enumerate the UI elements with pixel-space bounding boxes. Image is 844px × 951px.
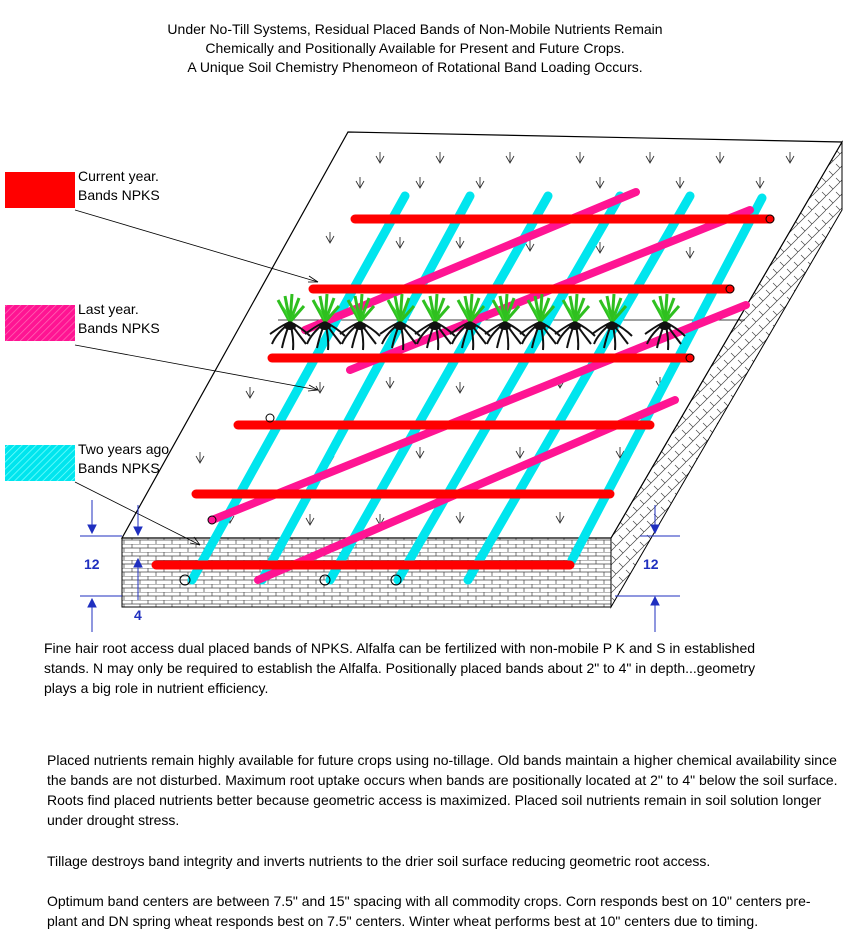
legend-last-line1: Last year. (78, 301, 139, 317)
paragraph-tillage: Tillage destroys band integrity and inverts nutrients to the drier soil surface reducing geometric root access. (47, 853, 711, 869)
title-line-3: A Unique Soil Chemistry Phenomeon of Rotational Band Loading Occurs. (187, 59, 643, 75)
legend-current-line2: Bands NPKS (78, 187, 160, 203)
legend-two-years-line2: Bands NPKS (78, 460, 160, 476)
legend-swatch-last (5, 305, 75, 341)
title-line-2: Chemically and Positionally Available for Present and Future Crops. (205, 40, 625, 56)
legend-swatch-two-years (5, 445, 75, 481)
legend-current-line1: Current year. (78, 168, 159, 184)
paragraph-band-centers: Optimum band centers are between 7.5" and 15" spacing with all commodity crops. Corn responds best on 10" centers pre-plant and DN spring wheat responds best on 7.5" centers. Winter wheat performs best at 10" centers due to timing. (47, 893, 811, 929)
diagram-caption: Fine hair root access dual placed bands of NPKS. Alfalfa can be fertilized with non-mobile P K and S in established stands. N may only be required to establish the Alfalfa. Positionally placed bands about 2" to 4" in depth...geometry plays a big role in nutrient efficiency. (44, 640, 756, 696)
legend-last-line2: Bands NPKS (78, 320, 160, 336)
paragraph-no-till: Placed nutrients remain highly available for future crops using no-tillage. Old bands maintain a higher chemical availability since the bands are not disturbed. Maximum root uptake occurs when bands are positionally located at 2" to 4" below the soil surface. Roots find placed nutrients better because geometric access is maximized. Placed soil nutrients remain in soil solution longer under drought stress. (47, 752, 838, 828)
legend-last (78, 300, 160, 338)
band-depth-label: 4 (134, 607, 142, 623)
legend-swatch-current (5, 172, 75, 208)
legend-current (78, 167, 160, 205)
right-depth-label: 12 (643, 556, 659, 572)
title-line-1: Under No-Till Systems, Residual Placed Bands of Non-Mobile Nutrients Remain (167, 21, 663, 37)
legend-two-years (78, 440, 169, 478)
left-depth-label: 12 (84, 556, 100, 572)
legend-two-years-line1: Two years ago (78, 441, 170, 457)
